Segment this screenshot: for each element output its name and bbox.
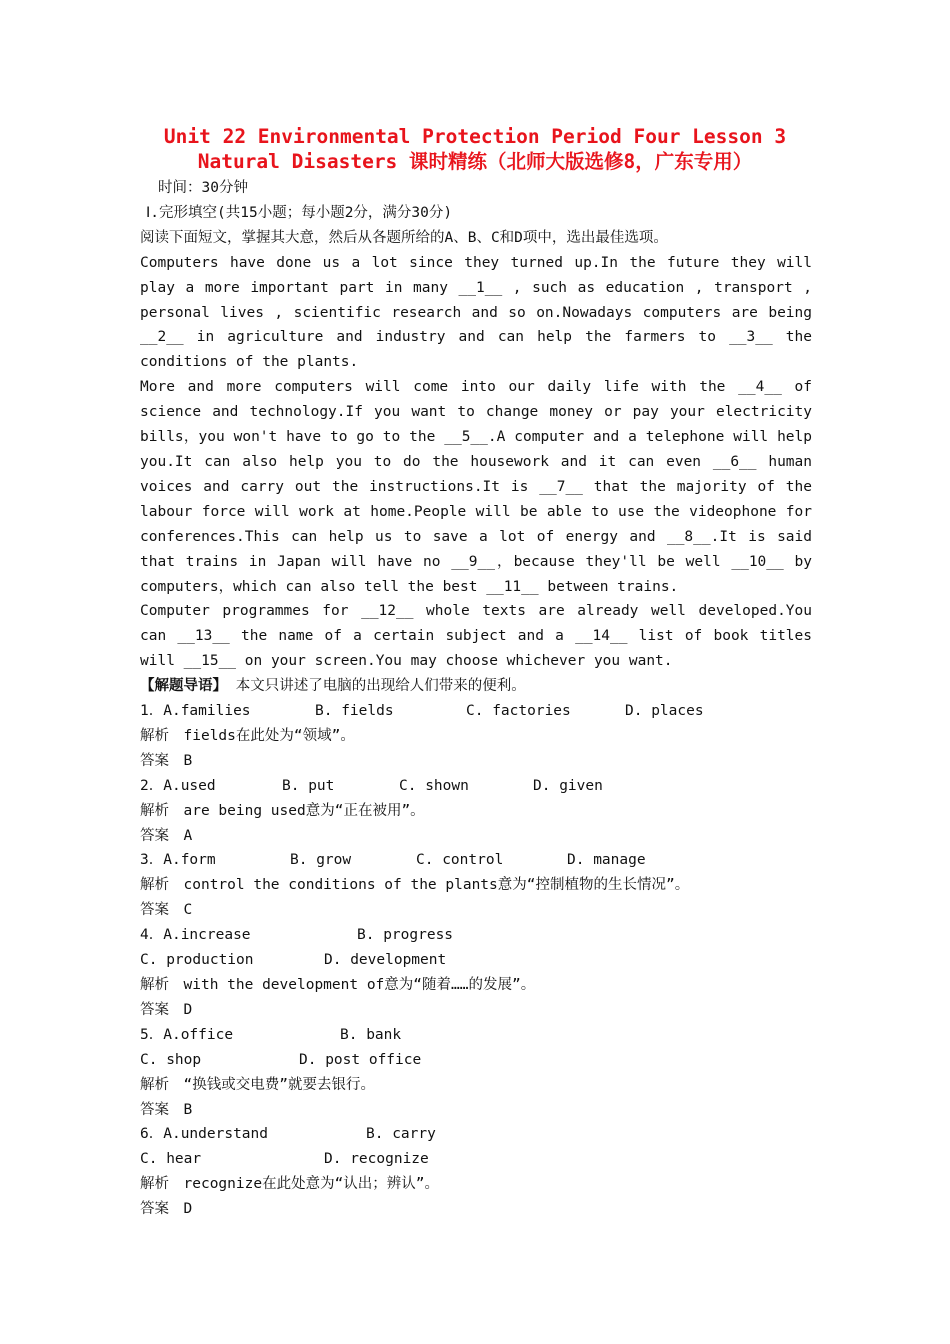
time-limit: 时间：30分钟: [158, 180, 248, 196]
option: C. hear: [140, 1151, 202, 1168]
question-3-options: [140, 848, 812, 873]
guide: [140, 674, 812, 699]
option: D. post office: [299, 1051, 422, 1068]
option: B. put: [282, 777, 335, 794]
question-3-analysis: 解析 control the conditions of the plants意为“控制植物的生长情况”。: [140, 877, 690, 894]
guide-text: 本文只讲述了电脑的出现给人们带来的便利。: [227, 678, 526, 695]
question-4-options-row-1: [140, 923, 812, 948]
question-2-analysis: 解析 are being used意为“正在被用”。: [140, 802, 425, 819]
option: C. control: [416, 852, 504, 869]
option: D. given: [533, 777, 603, 794]
title-line-1: Unit 22 Environmental Protection Period Four Lesson 3: [163, 125, 787, 148]
option: B. carry: [366, 1126, 436, 1143]
question-6-options-row-1: [140, 1122, 812, 1147]
option: B. bank: [340, 1026, 402, 1043]
question-1-analysis: 解析 fields在此处为“领域”。: [140, 727, 355, 744]
option: B. grow: [290, 852, 352, 869]
option: C. shop: [140, 1051, 202, 1068]
option: 3．A.form: [140, 852, 216, 869]
question-4-analysis: 解析 with the development of意为“随着……的发展”。: [140, 977, 536, 993]
question-5-analysis: 解析 “换钱或交电费”就要去银行。: [140, 1076, 375, 1093]
option: 4．A.increase: [140, 927, 251, 944]
document-title: [130, 124, 820, 174]
question-6-options-row-2: [140, 1147, 812, 1172]
document-page: [140, 124, 812, 1222]
option: D. places: [625, 703, 704, 720]
passage-paragraph-2: More and more computers will come into our daily life with the __4__ of science and technology.If you want to change money or pay your electricity bills，you won't have to go to the __5__.A computer and a telephone will help you.It can also help you to do the housework and it can even __6__ human voices and carry out the instructions.It is __7__ that the majority of the labour force will work at home.People will be able to use the videophone for conferences.This can help us to save a lot of energy and __8__.It is said that trains in Japan will have no __9__，because they'll be well __10__ by computers，which can also tell the best __11__ between trains.: [140, 379, 812, 595]
guide-label: 【解题导语】: [140, 678, 227, 695]
title-line-2: Natural Disasters 课时精练（北师大版选修8，广东专用）: [197, 150, 753, 173]
option: 5．A.office: [140, 1026, 234, 1043]
question-6-answer: 答案 D: [140, 1201, 193, 1218]
instruction: 阅读下面短文，掌握其大意，然后从各题所给的A、B、C和D项中，选出最佳选项。: [140, 229, 668, 246]
question-5-options-row-2: [140, 1048, 812, 1073]
section-heading: Ⅰ.完形填空(共15小题；每小题2分，满分30分): [146, 204, 453, 221]
question-5-answer: 答案 B: [140, 1101, 193, 1118]
question-1-options: [140, 699, 812, 724]
question-5-options-row-1: [140, 1023, 812, 1048]
option: B. fields: [315, 703, 394, 720]
passage-paragraph-3: Computer programmes for __12__ whole texts are already well developed.You can __13__ the name of a certain subject and a __14__ list of book titles will __15__ on your screen.You may choose whichever you want.: [140, 603, 812, 670]
question-4-options-row-2: [140, 948, 812, 973]
question-2-answer: 答案 A: [140, 827, 193, 844]
question-4-answer: 答案 D: [140, 1001, 193, 1018]
option: 2．A.used: [140, 777, 216, 794]
option: C. shown: [399, 777, 469, 794]
question-3-answer: 答案 C: [140, 902, 193, 919]
option: 6．A.understand: [140, 1126, 268, 1143]
option: D. manage: [567, 852, 646, 869]
question-6-analysis: 解析 recognize在此处意为“认出；辨认”。: [140, 1176, 440, 1193]
question-2-options: [140, 774, 812, 799]
option: B. progress: [357, 927, 454, 944]
question-1-answer: 答案 B: [140, 752, 193, 769]
option: D. recognize: [324, 1151, 429, 1168]
option: D. development: [324, 952, 447, 969]
option: C. factories: [466, 703, 571, 720]
option: C. production: [140, 952, 254, 969]
option: 1．A.families: [140, 703, 251, 720]
passage-paragraph-1: Computers have done us a lot since they turned up.In the future they will play a more important part in many __1__ , such as education , transport , personal lives , scientific research and so on.Nowadays computers are being __2__ in agriculture and industry and can help the farmers to __3__ the conditions of the plants.: [140, 254, 812, 371]
